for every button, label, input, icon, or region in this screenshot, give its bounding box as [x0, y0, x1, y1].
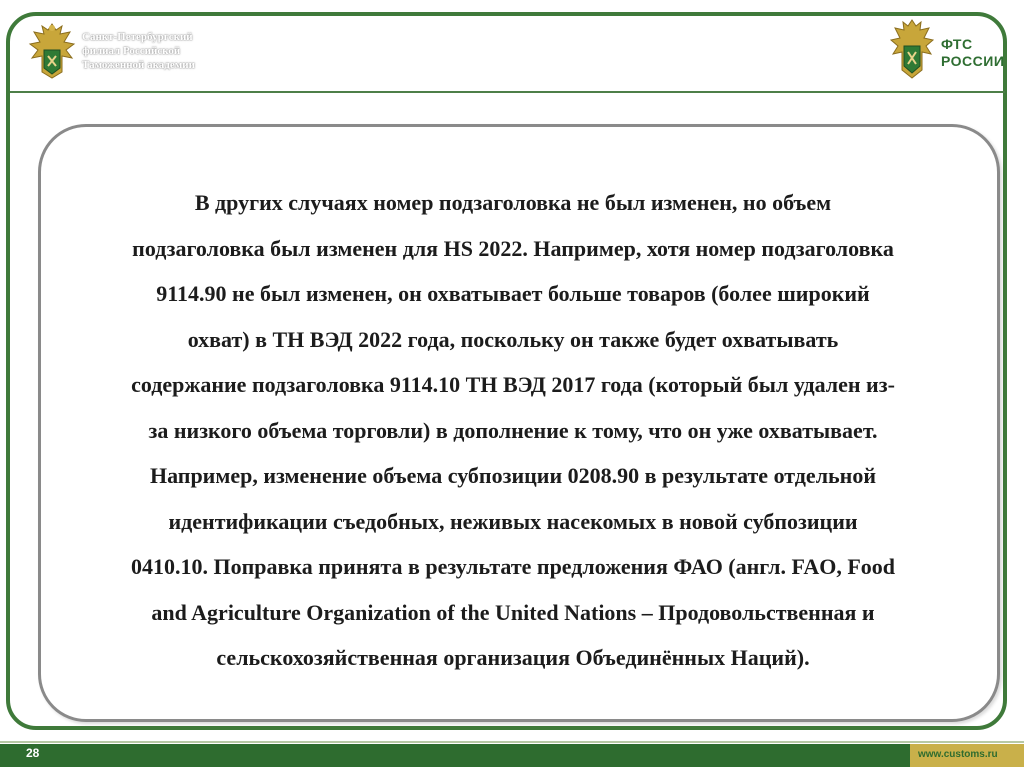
- footer-divider: [0, 741, 1024, 743]
- body-line: В других случаях номер подзаголовка не был изменен, но объем: [194, 190, 832, 215]
- academy-name-line: филиал Российской: [82, 45, 181, 57]
- body-line: подзаголовка был изменен для HS 2022. Например, хотя номер подзаголовка: [132, 235, 894, 261]
- fts-logo-line: РОССИИ: [941, 53, 1005, 69]
- academy-name-line: Санкт-Петербургский: [82, 31, 193, 43]
- page-number: 28: [26, 746, 40, 760]
- body-line: идентификации съедобных, неживых насекомых в новой субпозиции: [168, 508, 858, 534]
- body-line: охват) в ТН ВЭД 2022 года, поскольку он также будет охватывать: [187, 326, 839, 352]
- header-divider: [10, 91, 1005, 93]
- fts-emblem-icon: [887, 16, 937, 82]
- fts-logo-line: ФТС: [941, 36, 973, 52]
- academy-name: [82, 30, 252, 72]
- body-text: [58, 180, 968, 681]
- academy-emblem-icon: [24, 20, 80, 82]
- body-line: and Agriculture Organization of the United Nations – Продовольственная и: [151, 599, 875, 625]
- body-line: Например, изменение объема субпозиции 0208.90 в результате отдельной: [149, 463, 877, 488]
- body-line: содержание подзаголовка 9114.10 ТН ВЭД 2017 года (который был удален из-: [131, 372, 895, 397]
- body-line: за низкого объема торговли) в дополнение к тому, что он уже охватывает.: [148, 417, 878, 443]
- body-line: сельскохозяйственная организация Объединённых Наций).: [216, 645, 810, 670]
- body-line: 0410.10. Поправка принята в результате предложения ФАО (англ. FAO, Food: [130, 554, 896, 579]
- footer-bar: [0, 744, 1024, 767]
- site-url-link[interactable]: www.customs.ru: [918, 749, 998, 760]
- academy-name-line: Таможенной академии: [82, 59, 195, 71]
- fts-logo-text: [941, 36, 1004, 70]
- body-line: 9114.90 не был изменен, он охватывает больше товаров (более широкий: [156, 281, 870, 306]
